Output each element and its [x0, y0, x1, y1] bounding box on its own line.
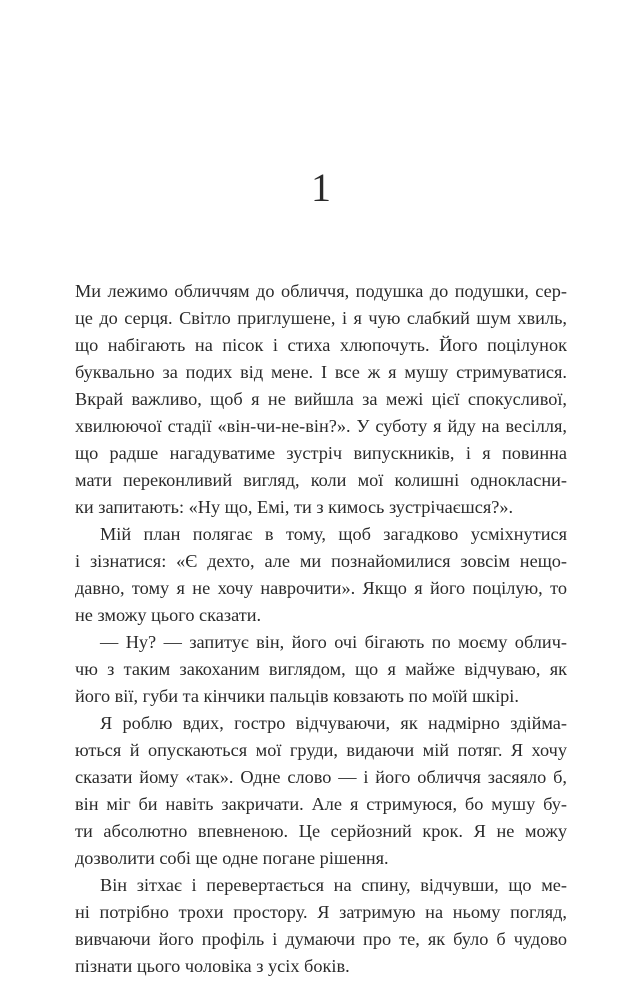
text-line: Я роблю вдих, гостро відчуваючи, як надмірно здійма-	[100, 713, 567, 733]
text-line: що набігають на пісок і стиха хлюпочуть. Його поцілунок	[75, 335, 567, 355]
text-line: дозволити собі ще одне погане рішення.	[75, 848, 389, 868]
text-line: чю з таким закоханим виглядом, що я майже відчуваю, як	[75, 659, 567, 679]
paragraph	[75, 710, 567, 872]
body-text	[75, 278, 567, 980]
paragraph	[75, 521, 567, 629]
text-line: не зможу цього сказати.	[75, 605, 262, 625]
text-line: він міг би навіть закричати. Але я стримуюся, бо мушу бу-	[75, 794, 567, 814]
text-line: буквально за подих від мене. І все ж я мушу стримуватися.	[75, 362, 567, 382]
text-line: і зізнатися: «Є дехто, але ми познайомилися зовсім нещо-	[75, 551, 567, 571]
paragraph	[75, 278, 567, 521]
text-line: ні потрібно трохи простору. Я затримую на ньому погляд,	[75, 902, 567, 922]
text-line: Вкрай важливо, щоб я не вийшла за межі цієї спокусливої,	[75, 389, 567, 409]
text-line: Він зітхає і перевертається на спину, відчувши, що ме-	[100, 875, 567, 895]
text-line: мати переконливий вигляд, коли мої колишні однокласни-	[75, 470, 567, 490]
text-line: вивчаючи його профіль і думаючи про те, як було б чудово	[75, 929, 567, 949]
text-line: ти абсолютно впевненою. Це серйозний крок. Я не можу	[75, 821, 567, 841]
text-line: давно, тому я не хочу наврочити». Якщо я його поцілую, то	[75, 578, 567, 598]
text-line: — Ну? — запитує він, його очі бігають по моєму облич-	[100, 632, 567, 652]
text-line: його вії, губи та кінчики пальців ковзають по моїй шкірі.	[75, 686, 519, 706]
text-line: хвилюючої стадії «він-чи-не-він?». У суботу я йду на весілля,	[75, 416, 567, 436]
paragraph	[75, 872, 567, 980]
text-line: це до серця. Світло приглушене, і я чую слабкий шум хвиль,	[75, 308, 567, 328]
text-line: пізнати цього чоловіка з усіх боків.	[75, 956, 350, 976]
text-line: що радше нагадуватиме зустріч випускників, і я повинна	[75, 443, 567, 463]
text-line: Ми лежимо обличчям до обличчя, подушка до подушки, сер-	[75, 281, 567, 301]
paragraph	[75, 629, 567, 710]
chapter-number: 1	[311, 165, 331, 210]
text-line: Мій план полягає в тому, щоб загадково усміхнутися	[100, 524, 567, 544]
text-line: ються й опускаються мої груди, видаючи мій потяг. Я хочу	[75, 740, 567, 760]
text-line: сказати йому «так». Одне слово — і його обличчя засяяло б,	[75, 767, 567, 787]
text-line: ки запитають: «Ну що, Емі, ти з кимось зустрічаєшся?».	[75, 497, 514, 517]
